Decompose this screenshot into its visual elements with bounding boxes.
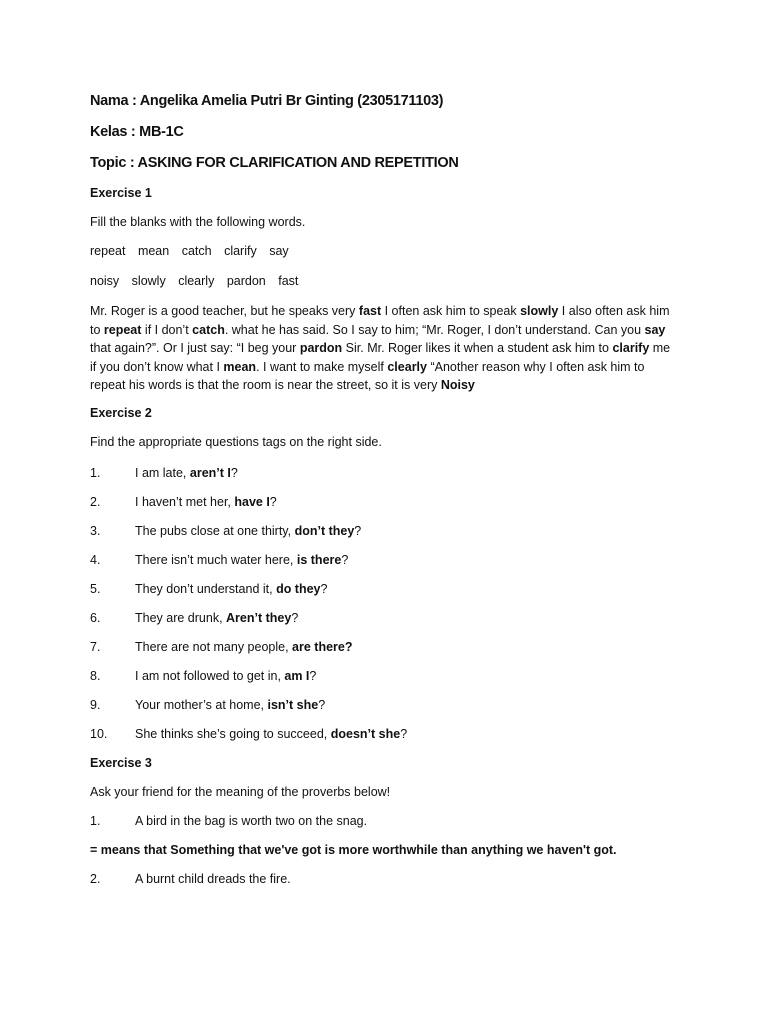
question-mark: ?	[400, 727, 408, 741]
question-text: There isn’t much water here,	[135, 553, 297, 567]
question-text: She thinks she’s going to succeed,	[135, 727, 331, 741]
answer-word: clarify	[612, 341, 650, 355]
answer-word: slowly	[520, 304, 559, 318]
question-mark: ?	[354, 524, 362, 538]
list-number: 2.	[90, 495, 101, 509]
paragraph-text: . what he has said. So I say to him; “Mr. Roger, I don’t understand. Can you	[224, 322, 645, 337]
list-number: 9.	[90, 698, 101, 712]
question-tag: have I	[234, 495, 270, 509]
word-item: catch	[181, 244, 212, 258]
question-item	[135, 727, 407, 741]
word-item: clarify	[224, 244, 257, 258]
paragraph-text: “Another reason why I often ask him to repeat his words is that the room is near the street, so it is very	[90, 359, 645, 392]
list-number: 1.	[90, 814, 101, 828]
list-number: 4.	[90, 553, 101, 567]
question-mark: ?	[230, 466, 238, 480]
paragraph-text: that again?”. Or I just say: “I beg your	[90, 341, 300, 355]
student-class: Kelas : MB-1C	[90, 124, 184, 140]
word-item: pardon	[226, 274, 266, 288]
question-text: I haven’t met her,	[135, 495, 235, 509]
question-text: There are not many people,	[135, 640, 293, 654]
question-item	[135, 582, 327, 596]
question-text: I am not followed to get in,	[135, 669, 285, 683]
word-item: noisy	[90, 274, 120, 288]
list-number: 1.	[90, 466, 101, 480]
question-text: They don’t understand it,	[135, 582, 277, 596]
question-text: They are drunk,	[135, 611, 227, 625]
paragraph-text: me if you don’t know what I	[90, 341, 671, 374]
question-mark: ?	[318, 698, 326, 712]
question-mark: ?	[309, 669, 317, 683]
exercise3-instruction: Ask your friend for the meaning of the proverbs below!	[90, 785, 391, 799]
list-number: 10.	[90, 727, 108, 741]
topic-title: Topic : ASKING FOR CLARIFICATION AND REPETITION	[90, 155, 459, 171]
answer-word: say	[644, 322, 666, 337]
question-mark: ?	[269, 495, 277, 509]
answer-word: pardon	[299, 341, 343, 355]
list-number: 7.	[90, 640, 101, 654]
exercise1-instruction: Fill the blanks with the following words.	[90, 215, 306, 229]
list-number: 3.	[90, 524, 101, 538]
question-item	[135, 466, 238, 480]
question-item	[135, 553, 348, 567]
question-text: The pubs close at one thirty,	[135, 524, 295, 538]
word-item: slowly	[131, 274, 166, 288]
paragraph-text: . I want to make myself	[256, 359, 388, 374]
word-item: say	[269, 244, 289, 258]
paragraph-text: I often ask him to speak	[381, 304, 521, 318]
answer-word: repeat	[103, 322, 142, 337]
word-item: clearly	[178, 274, 215, 288]
exercise3-title: Exercise 3	[90, 756, 152, 770]
question-item	[135, 524, 361, 538]
question-tag: Aren’t they	[226, 611, 292, 625]
answer-word: catch	[192, 322, 225, 337]
paragraph-text: if I don’t	[141, 322, 193, 337]
exercise1-paragraph	[90, 302, 675, 395]
question-tag: are there?	[292, 640, 353, 654]
question-item	[135, 669, 316, 683]
question-tag: don’t they	[294, 524, 355, 538]
question-tag: doesn’t she	[330, 727, 401, 741]
answer-word: Noisy	[440, 378, 475, 392]
list-number: 6.	[90, 611, 101, 625]
paragraph-text: Mr. Roger is a good teacher, but he speaks very	[90, 304, 359, 318]
paragraph-text: Sir. Mr. Roger likes it when a student ask him to	[342, 341, 613, 355]
question-mark: ?	[291, 611, 299, 625]
word-list-row1	[90, 244, 298, 258]
question-item	[135, 640, 353, 654]
paragraph-text: I also often ask him to	[90, 304, 670, 337]
word-item: mean	[137, 244, 170, 258]
question-tag: isn’t she	[267, 698, 319, 712]
question-tag: am I	[284, 669, 310, 683]
exercise2-instruction: Find the appropriate questions tags on the right side.	[90, 435, 382, 449]
question-mark: ?	[341, 553, 349, 567]
answer-word: clearly	[387, 359, 427, 374]
student-name: Nama : Angelika Amelia Putri Br Ginting (2305171103)	[90, 93, 444, 109]
question-tag: do they	[276, 582, 321, 596]
word-item: repeat	[90, 244, 126, 258]
question-mark: ?	[320, 582, 328, 596]
proverb-1: A bird in the bag is worth two on the snag.	[135, 814, 368, 828]
word-list-row2	[90, 274, 307, 288]
list-number: 2.	[90, 872, 101, 886]
question-item	[135, 611, 298, 625]
exercise2-title: Exercise 2	[90, 406, 152, 420]
question-item	[135, 698, 325, 712]
question-text: I am late,	[135, 466, 190, 480]
exercise1-title: Exercise 1	[90, 186, 152, 200]
question-item	[135, 495, 277, 509]
answer-word: fast	[358, 304, 382, 318]
answer-word: mean	[223, 359, 257, 374]
list-number: 8.	[90, 669, 101, 683]
question-tag: is there	[296, 553, 342, 567]
question-tag: aren’t I	[189, 466, 231, 480]
proverb-2: A burnt child dreads the fire.	[135, 872, 291, 886]
list-number: 5.	[90, 582, 101, 596]
question-text: Your mother’s at home,	[135, 698, 268, 712]
proverb-1-meaning: = means that Something that we've got is more worthwhile than anything we haven't got.	[90, 843, 617, 857]
word-item: fast	[278, 274, 299, 288]
